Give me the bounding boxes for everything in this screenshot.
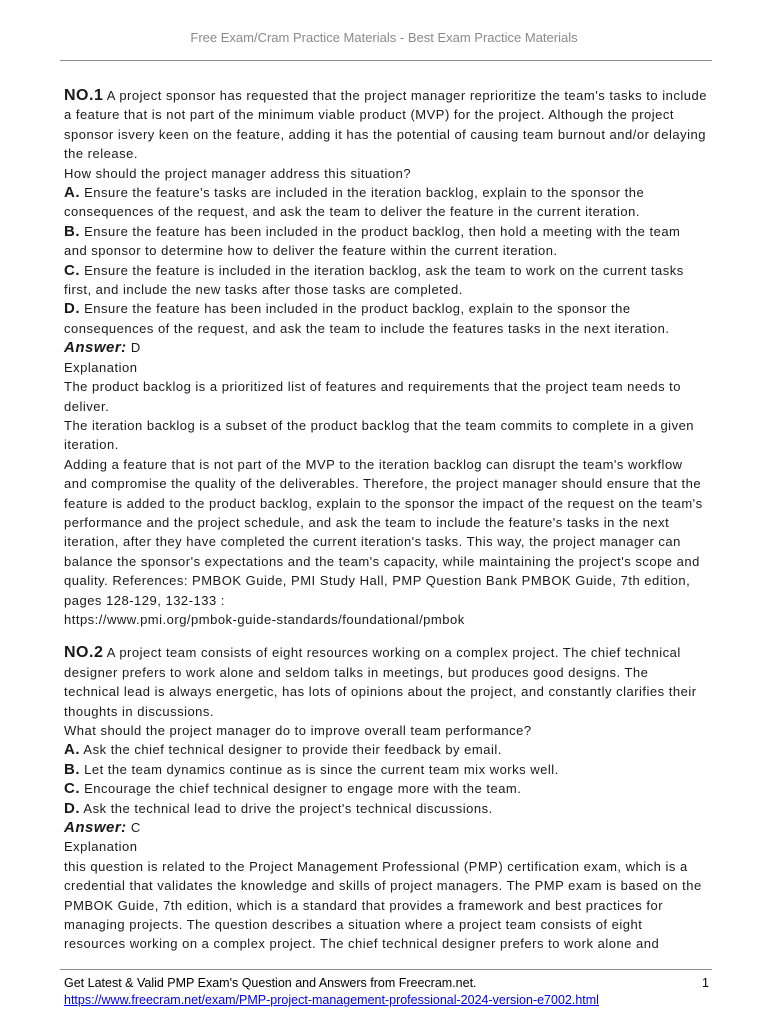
option-letter: A. xyxy=(64,741,80,759)
answer-value: D xyxy=(130,340,141,356)
option-d xyxy=(64,799,707,818)
option-a xyxy=(64,183,707,222)
option-b xyxy=(64,760,707,779)
page-number: 1 xyxy=(702,976,709,990)
question-stem xyxy=(64,643,707,721)
option-letter: D. xyxy=(64,300,80,318)
question-number: NO.2 xyxy=(64,644,104,662)
option-text: Encourage the chief technical designer to engage more with the team. xyxy=(84,781,522,797)
answer-value: C xyxy=(130,820,141,836)
option-letter: B. xyxy=(64,222,80,240)
header-divider xyxy=(60,60,712,61)
option-text: Ensure the feature's tasks are included in the iteration backlog, explain to the sponsor the consequences of the request, and ask the team to deliver the feature in the current iteration. xyxy=(64,185,645,220)
question-text: A project team consists of eight resources working on a complex project. The chief technical designer prefers to work alone and seldom talks in meetings, but produces good designs. The technical lead is always energetic, has lots of opinions about the project, and constantly clarifies their thoughts in discussions. xyxy=(64,645,697,719)
answer-line xyxy=(64,818,707,837)
option-text: Ensure the feature is included in the iteration backlog, ask the team to work on the current tasks first, and include the new tasks after those tasks are completed. xyxy=(64,262,684,298)
question-text: A project sponsor has requested that the project manager reprioritize the team's tasks to include a feature that is not part of the minimum viable product (MVP) for the project. Although the project sponsor isvery keen on the feature, adding it has the potential of causing team burnout and/or delaying the release. xyxy=(64,88,707,162)
page-content xyxy=(64,86,707,954)
option-text: Let the team dynamics continue as is since the current team mix works well. xyxy=(84,761,559,777)
explanation-label: Explanation xyxy=(64,359,138,375)
option-b xyxy=(64,222,707,261)
option-letter: D. xyxy=(64,799,80,817)
reference-url: https://www.pmi.org/pmbok-guide-standards/foundational/pmbok xyxy=(64,611,465,627)
option-letter: C. xyxy=(64,780,80,798)
page-header: Free Exam/Cram Practice Materials - Best Exam Practice Materials xyxy=(190,30,578,45)
explanation-paragraph: The product backlog is a prioritized list of features and requirements that the project team needs to deliver. xyxy=(64,379,682,414)
explanation-label: Explanation xyxy=(64,839,138,855)
explanation-paragraph: this question is related to the Project Management Professional (PMP) certification exam, which is a credential that validates the knowledge and skills of project managers. The PMP exam is based on the PMBOK Guide, 7th edition, which is a standard that provides a framework and best practices for managing projects. The question describes a situation where a project team consists of eight resources working on a complex project. The chief technical designer prefers to work alone and xyxy=(64,858,702,952)
question-prompt: How should the project manager address this situation? xyxy=(64,165,412,181)
option-a xyxy=(64,740,707,759)
option-letter: C. xyxy=(64,261,80,279)
footer-text: Get Latest & Valid PMP Exam's Question and Answers from Freecram.net. xyxy=(64,976,477,990)
option-c xyxy=(64,779,707,798)
option-letter: A. xyxy=(64,184,80,202)
question-prompt: What should the project manager do to improve overall team performance? xyxy=(64,723,532,738)
option-text: Ensure the feature has been included in the product backlog, then hold a meeting with the team and sponsor to determine how to deliver the feature within the current iteration. xyxy=(64,223,681,259)
answer-line xyxy=(64,338,707,357)
question-stem xyxy=(64,86,707,164)
option-c xyxy=(64,261,707,300)
question-2 xyxy=(64,643,707,954)
answer-label: Answer: xyxy=(64,819,127,837)
option-text: Ask the chief technical designer to provide their feedback by email. xyxy=(83,742,502,758)
explanation-paragraph: Adding a feature that is not part of the MVP to the iteration backlog can disrupt the team's workflow and compromise the quality of the deliverables. Therefore, the project manager should ensure that the feature is added to the product backlog, explain to the sponsor the impact of the request on the team's performance and the project schedule, and ask the team to include the feature's tasks in the next iteration, after they have completed the current iteration's tasks. This way, the project manager can balance the sponsor's expectations and the team's capacity, while maintaining the project's scope and quality. References: PMBOK Guide, PMI Study Hall, PMP Question Bank PMBOK Guide, 7th edition, pages 128-129, 132-133 : xyxy=(64,456,703,608)
question-number: NO.1 xyxy=(64,87,104,104)
option-text: Ensure the feature has been included in the product backlog, explain to the sponsor the consequences of the request, and ask the team to include the features tasks in the next iteration. xyxy=(64,301,670,336)
option-d xyxy=(64,299,707,338)
question-1 xyxy=(64,86,707,629)
option-text: Ask the technical lead to drive the project's technical discussions. xyxy=(83,800,493,816)
explanation-paragraph: The iteration backlog is a subset of the product backlog that the team commits to complete in a given iteration. xyxy=(64,417,695,453)
answer-label: Answer: xyxy=(64,339,127,357)
footer-link[interactable]: https://www.freecram.net/exam/PMP-project-management-professional-2024-version-e7002.html xyxy=(64,993,599,1007)
footer-divider xyxy=(60,969,712,970)
option-letter: B. xyxy=(64,760,80,778)
